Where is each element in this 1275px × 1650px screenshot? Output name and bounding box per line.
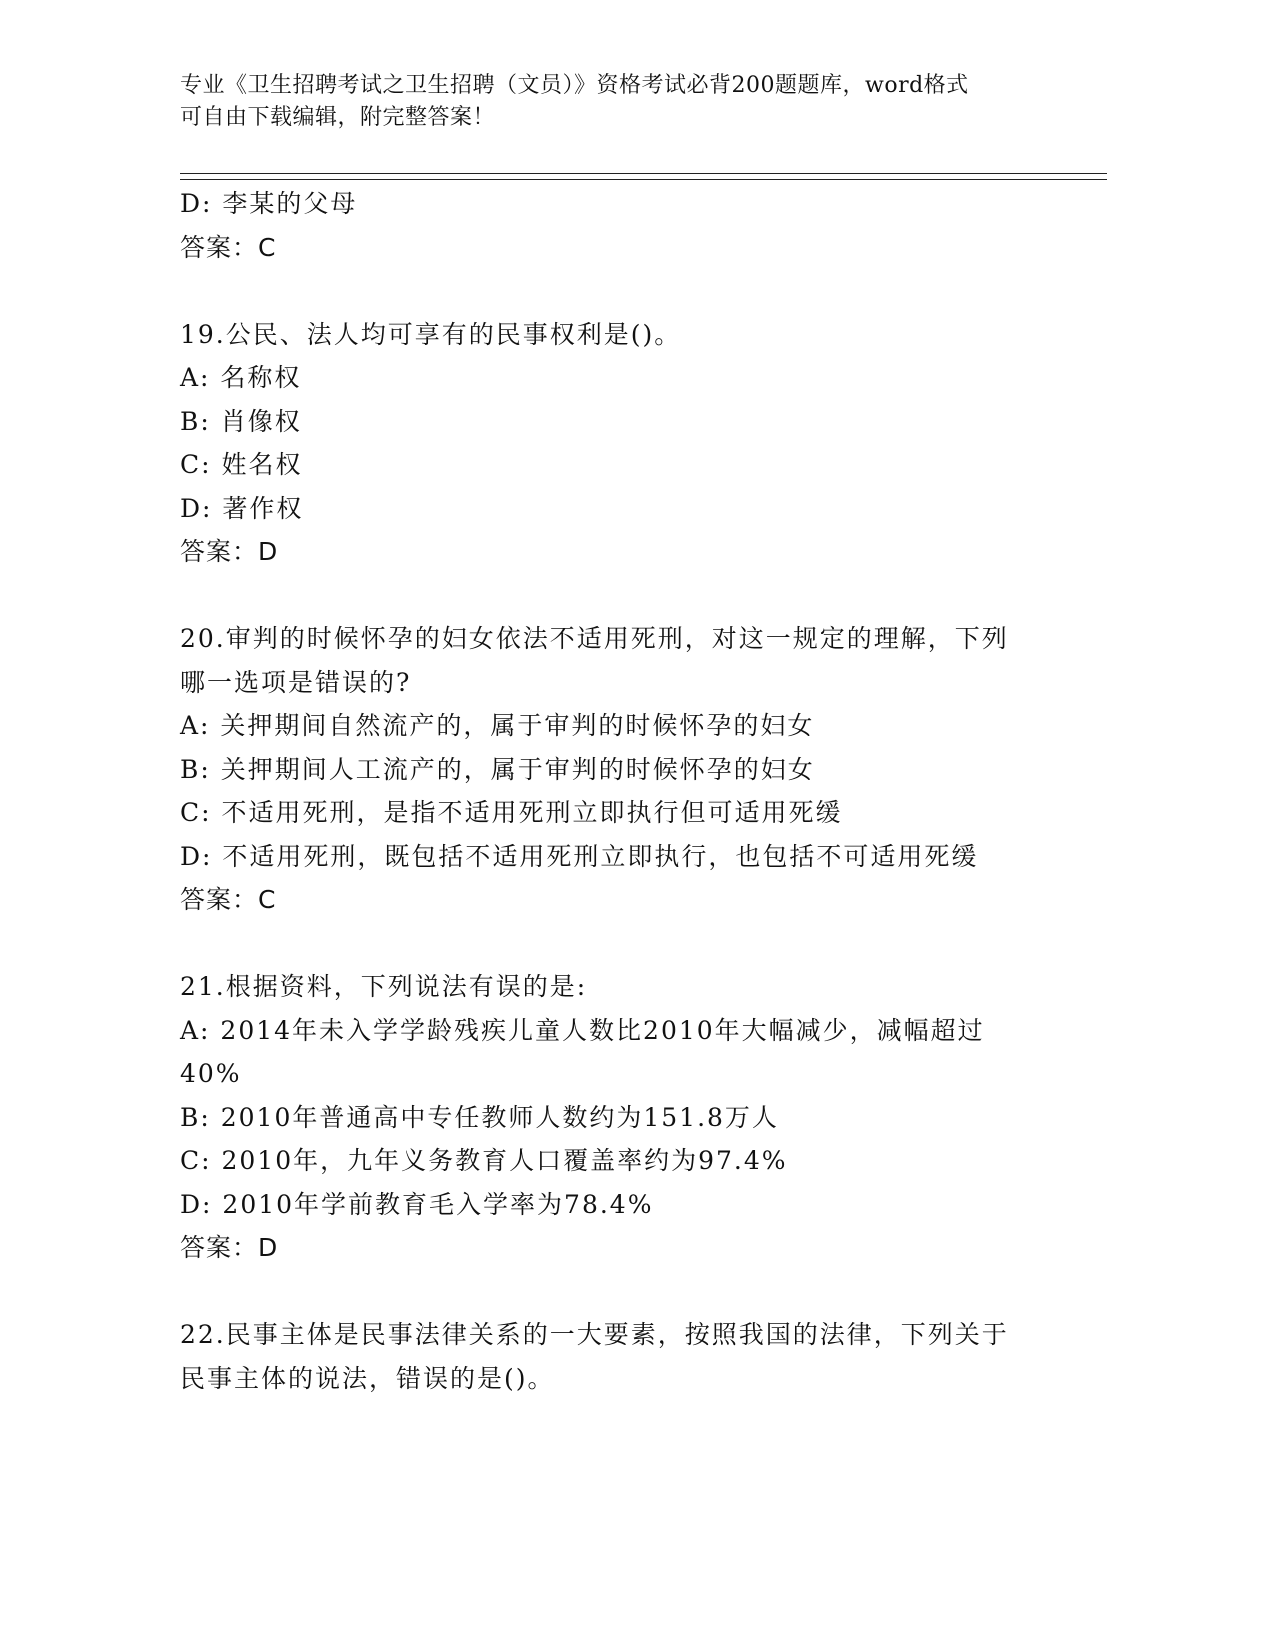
option-a: A: 名称权 xyxy=(180,363,302,392)
option-b: B: 关押期间人工流产的，属于审判的时候怀孕的妇女 xyxy=(180,754,815,784)
option-b: B: 2010年普通高中专任教师人数约为151.8万人 xyxy=(180,1102,779,1132)
question-list xyxy=(180,182,1080,1400)
spacer xyxy=(180,922,1080,966)
option-d: D: 2010年学前教育毛入学率为78.4% xyxy=(180,1189,654,1219)
question-20 xyxy=(180,617,1080,922)
question-19 xyxy=(180,313,1080,574)
option-d: D: 著作权 xyxy=(180,493,304,523)
question-stem-line-1: 20.审判的时候怀孕的妇女依法不适用死刑，对这一规定的理解，下列 xyxy=(180,624,1009,653)
header-title-line-1: 专业《卫生招聘考试之卫生招聘（文员）》资格考试必背200题题库，word格式 xyxy=(180,73,969,98)
option-a: A: 关押期间自然流产的，属于审判的时候怀孕的妇女 xyxy=(180,711,815,740)
option-a-line-1: A: 2014年未入学学龄残疾儿童人数比2010年大幅减少，减幅超过 xyxy=(180,1015,985,1045)
option-d: D: 李某的父母 xyxy=(180,189,358,218)
option-c: C: 2010年，九年义务教育人口覆盖率约为97.4% xyxy=(180,1146,788,1175)
option-c: C: 不适用死刑，是指不适用死刑立即执行但可适用死缓 xyxy=(180,798,843,827)
page-header xyxy=(180,70,1040,134)
header-title-line-2: 可自由下载编辑，附完整答案！ xyxy=(180,105,496,130)
question-stem-line-2: 民事主体的说法，错误的是()。 xyxy=(180,1363,555,1393)
option-b: B: 肖像权 xyxy=(180,406,302,436)
option-d: D: 不适用死刑，既包括不适用死刑立即执行，也包括不可适用死缓 xyxy=(180,841,979,871)
option-c: C: 姓名权 xyxy=(180,450,303,479)
question-22 xyxy=(180,1313,1080,1400)
header-divider xyxy=(180,173,1107,180)
option-a-line-2: 40% xyxy=(180,1059,242,1088)
question-18 xyxy=(180,182,1080,269)
question-stem: 21.根据资料，下列说法有误的是: xyxy=(180,972,588,1001)
question-stem-line-2: 哪一选项是错误的? xyxy=(180,667,412,697)
spacer xyxy=(180,574,1080,618)
question-stem-line-1: 22.民事主体是民事法律关系的一大要素，按照我国的法律，下列关于 xyxy=(180,1320,1009,1349)
question-stem: 19.公民、法人均可享有的民事权利是()。 xyxy=(180,319,682,349)
answer-line: 答案：C xyxy=(180,232,277,262)
answer-line: 答案：D xyxy=(180,1233,279,1262)
spacer xyxy=(180,269,1080,313)
answer-line: 答案：C xyxy=(180,885,277,914)
spacer xyxy=(180,1270,1080,1314)
question-21 xyxy=(180,965,1080,1270)
answer-line: 答案：D xyxy=(180,537,279,566)
